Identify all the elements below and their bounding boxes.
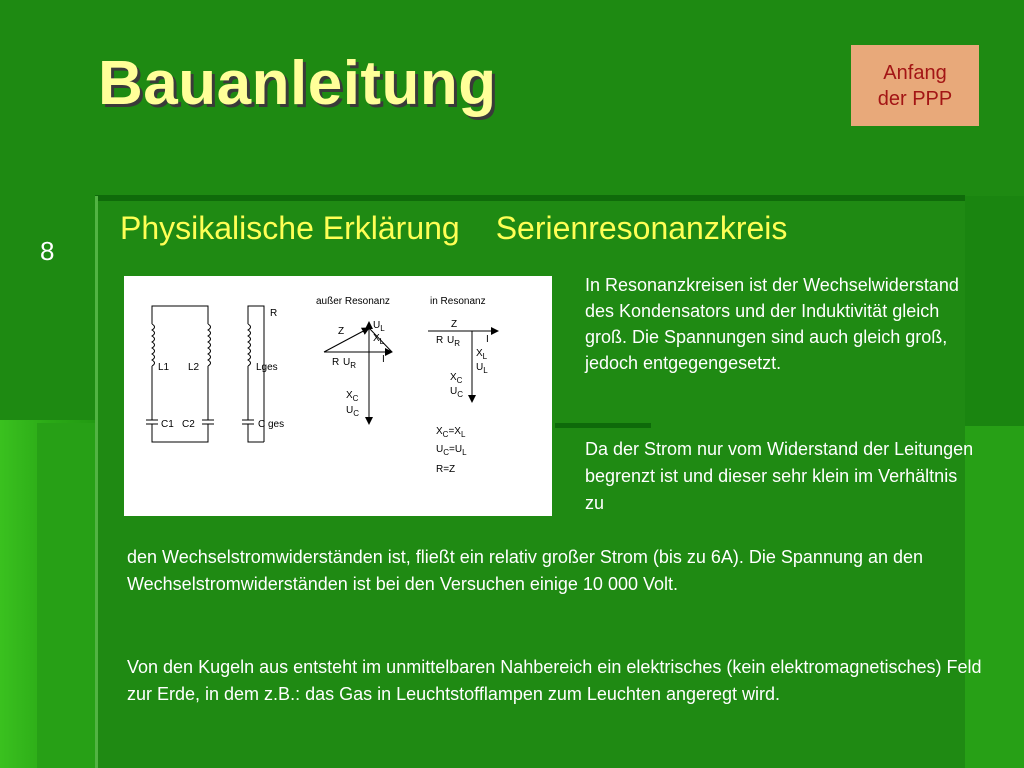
paragraph-current-limit: Da der Strom nur vom Widerstand der Leitungen begrenzt ist und dieser sehr klein im Verhältnis zu: [585, 439, 974, 513]
label-c2: C2: [182, 419, 195, 430]
label-z-outside: Z: [338, 326, 345, 337]
label-ur-outside: $U_R$: [343, 357, 357, 370]
label-ul-resonance: $U_L$: [476, 362, 488, 375]
panel-top-border: [95, 195, 965, 201]
label-uc-outside: $U_C$: [346, 405, 360, 418]
slide-subtitle: [120, 210, 787, 247]
label-r-outside: R: [332, 357, 340, 368]
label-cges: C ges: [258, 419, 285, 430]
slide-number: 8: [40, 236, 55, 266]
panel-left-border: [95, 196, 98, 768]
back-to-start-label-line1: Anfang: [883, 61, 947, 84]
label-l1: L1: [158, 362, 170, 373]
label-i-outside: I: [382, 354, 385, 365]
label-r: R: [270, 308, 278, 319]
subtitle-physics: Physikalische Erklärung: [120, 210, 460, 246]
equation-r-z: R=Z: [436, 464, 456, 475]
slide-title: Bauanleitung: [98, 49, 497, 118]
paragraph-electric-field: Von den Kugeln aus entsteht im unmittelbaren Nahbereich ein elektrisches (kein elektromagnetisches) Feld zur Erde, in dem z.B.: das Gas in Leuchtstofflampen zum Leuchten angeregt wird.: [127, 657, 982, 704]
equation-xc-xl: $X_C=X_L$: [436, 426, 466, 439]
heading-ausser-resonanz: außer Resonanz: [316, 296, 390, 307]
label-ur-resonance: $U_R$: [447, 335, 461, 348]
label-c1: C1: [161, 419, 174, 430]
parallel-lc-circuit: [146, 306, 214, 442]
label-lges: Lges: [256, 362, 278, 373]
label-z-resonance: Z: [451, 319, 458, 330]
label-xl-outside: $X_L$: [373, 333, 385, 346]
label-uc-resonance: $U_C$: [450, 386, 464, 399]
label-l2: L2: [188, 362, 200, 373]
label-i-resonance: I: [486, 334, 489, 345]
label-xc-resonance: $X_C$: [450, 372, 463, 385]
paragraph-resonance-explanation: In Resonanzkreisen ist der Wechselwiderstand des Kondensators und der Induktivität gleich groß. Die Spannungen sind auch gleich groß, jedoch entgegengesetzt.: [585, 275, 959, 373]
label-r-resonance: R: [436, 335, 444, 346]
heading-in-resonanz: in Resonanz: [430, 296, 486, 307]
subtitle-topic: Serienresonanzkreis: [495, 210, 788, 246]
label-xc-outside: $X_C$: [346, 390, 359, 403]
section-divider: [555, 423, 651, 428]
resonance-circuit-diagram: [124, 276, 552, 516]
equation-uc-ul: $U_C=U_L$: [436, 444, 467, 457]
paragraph-high-voltage: den Wechselstromwiderständen ist, fließt ein relativ großer Strom (bis zu 6A). Die Spannung an den Wechselstromwiderständen ist bei den Versuchen einige 10 000 Volt.: [127, 547, 924, 594]
back-to-start-button[interactable]: [851, 45, 979, 126]
label-xl-resonance: $X_L$: [476, 348, 488, 361]
label-ul-outside: $U_L$: [373, 320, 385, 333]
back-to-start-label-line2: der PPP: [877, 87, 953, 110]
